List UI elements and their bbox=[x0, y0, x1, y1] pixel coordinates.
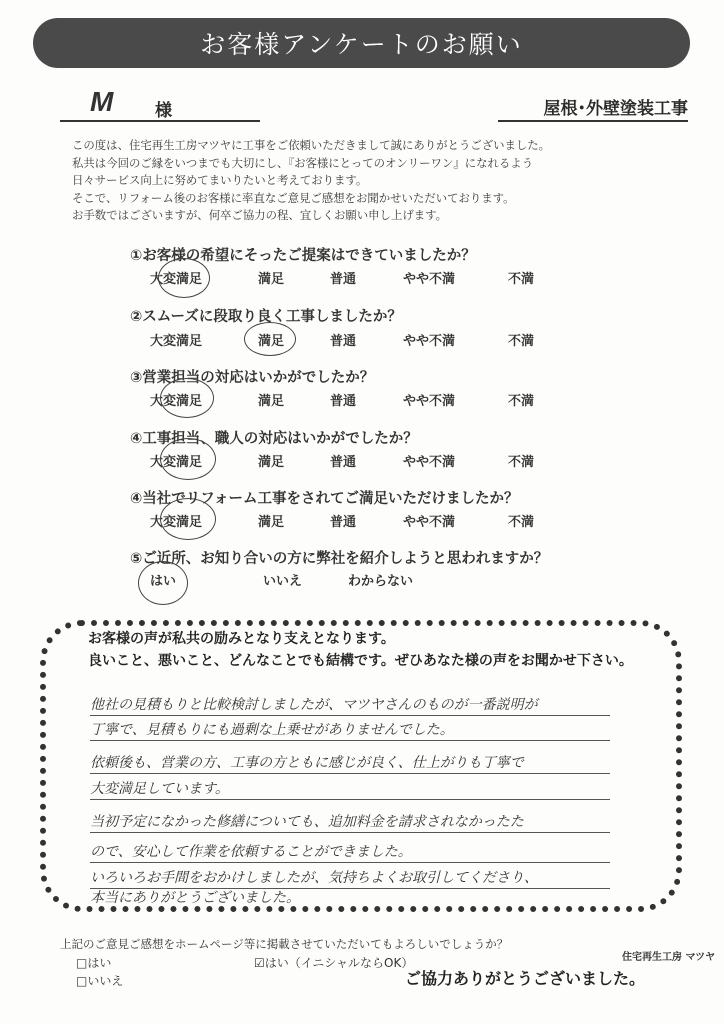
question-4: ④工事担当、職人の対応はいかがでしたか？ bbox=[130, 431, 418, 447]
q4-option-dissatisfied[interactable]: 不満 bbox=[508, 455, 535, 470]
q4-option-somewhat-dissatisfied[interactable]: やや不満 bbox=[403, 455, 456, 470]
q5-selection-circle bbox=[160, 498, 216, 540]
q2-option-somewhat-dissatisfied[interactable]: やや不満 bbox=[403, 334, 456, 349]
q1-option-somewhat-dissatisfied[interactable]: やや不満 bbox=[403, 272, 456, 287]
referral-option-yes[interactable]: はい bbox=[150, 574, 177, 589]
question-referral: ⑤ご近所、お知り合いの方に弊社を紹介しようと思われますか？ bbox=[130, 551, 549, 567]
question-1: ①お客様の希望にそったご提案はできていましたか？ bbox=[130, 248, 476, 264]
consent-yes-checkbox[interactable]: □はい bbox=[76, 956, 112, 970]
intro-line: この度は、住宅再生工房マツヤに工事をご依頼いただきまして誠にありがとうございました。 bbox=[72, 138, 551, 152]
q2-option-satisfied[interactable]: 満足 bbox=[258, 334, 285, 349]
intro-line: 私共は今回のご縁をいつまでも大切にし、『お客様にとってのオンリーワン』になれるよう bbox=[72, 155, 534, 170]
q2-option-dissatisfied[interactable]: 不満 bbox=[508, 334, 535, 349]
q2-selection-circle bbox=[244, 322, 296, 356]
q3-option-dissatisfied[interactable]: 不満 bbox=[508, 394, 535, 409]
question-5: ④当社でリフォーム工事をされてご満足いただけましたか？ bbox=[130, 491, 519, 507]
comment-line: いろいろお手間をおかけしましたが、気持ちよくお取引してくださり、 bbox=[90, 868, 610, 889]
q3-selection-circle bbox=[160, 378, 214, 418]
voice-heading-1: お客様の声が私共の励みとなり支えとなります。 bbox=[88, 631, 395, 647]
intro-text bbox=[72, 137, 672, 225]
company-logo: 住宅再生工房 マツヤ bbox=[622, 952, 716, 963]
honorific: 様 bbox=[155, 101, 172, 121]
referral-option-no[interactable]: いいえ bbox=[263, 574, 303, 589]
q5-option-neutral[interactable]: 普通 bbox=[330, 515, 357, 530]
customer-name-field bbox=[60, 88, 260, 122]
q3-option-satisfied[interactable]: 満足 bbox=[258, 394, 285, 409]
intro-line: お手数ではございますが、何卒ご協力の程、宜しくお願い申し上げます。 bbox=[72, 208, 447, 222]
referral-selection-circle bbox=[138, 561, 188, 605]
q2-option-neutral[interactable]: 普通 bbox=[330, 334, 357, 349]
q3-option-neutral[interactable]: 普通 bbox=[330, 394, 357, 409]
referral-option-unsure[interactable]: わからない bbox=[348, 574, 414, 589]
comment-line: 当初予定になかった修繕についても、追加料金を請求されなかったた bbox=[90, 812, 610, 833]
comment-line: ので、安心して作業を依頼することができました。 bbox=[90, 842, 610, 863]
q4-option-satisfied[interactable]: 満足 bbox=[258, 455, 285, 470]
comment-line: 大変満足しています。 bbox=[90, 779, 610, 800]
q2-option-very-satisfied[interactable]: 大変満足 bbox=[150, 334, 203, 349]
work-type: 屋根･外壁塗装工事 bbox=[498, 94, 688, 122]
comment-line: 他社の見積もりと比較検討しましたが、マツヤさんのものが一番説明が bbox=[90, 695, 610, 716]
q5-option-somewhat-dissatisfied[interactable]: やや不満 bbox=[403, 515, 456, 530]
consent-question: 上記のご意見ご感想をホームページ等に掲載させていただいてもよろしいでしょうか？ bbox=[60, 937, 509, 951]
q3-option-somewhat-dissatisfied[interactable]: やや不満 bbox=[403, 394, 456, 409]
q1-selection-circle bbox=[158, 258, 210, 298]
q1-option-neutral[interactable]: 普通 bbox=[330, 272, 357, 287]
q5-option-very-satisfied[interactable]: 大変満足 bbox=[150, 515, 203, 530]
voice-heading-2: 良いこと、悪いこと、どんなことでも結構です。ぜひあなた様の声をお聞かせ下さい。 bbox=[88, 653, 633, 669]
q5-option-satisfied[interactable]: 満足 bbox=[258, 515, 285, 530]
q1-option-very-satisfied[interactable]: 大変満足 bbox=[150, 272, 203, 287]
question-2: ②スムーズに段取り良く工事しましたか？ bbox=[130, 309, 402, 325]
comment-line: 依頼後も、営業の方、工事の方ともに感じが良く、仕上がりも丁寧で bbox=[90, 753, 610, 774]
consent-no-checkbox[interactable]: □いいえ bbox=[76, 974, 124, 988]
q4-option-very-satisfied[interactable]: 大変満足 bbox=[150, 455, 203, 470]
q3-option-very-satisfied[interactable]: 大変満足 bbox=[150, 394, 203, 409]
closing-message: ご協力ありがとうございました。 bbox=[405, 969, 646, 988]
q4-selection-circle bbox=[160, 438, 216, 480]
question-3: ③営業担当の対応はいかがでしたか？ bbox=[130, 370, 375, 386]
customer-initial: M bbox=[90, 86, 114, 117]
consent-initials-checkbox[interactable]: ☑はい（イニシャルならOK） bbox=[254, 956, 414, 970]
intro-line: そこで、リフォーム後のお客様に率直なご意見ご感想をお聞かせいただいております。 bbox=[72, 190, 515, 205]
page-title: お客様アンケートのお願い bbox=[33, 18, 690, 68]
comment-line: 本当にありがとうございました。 bbox=[90, 890, 300, 906]
comment-line: 丁寧で、見積もりにも過剰な上乗せがありませんでした。 bbox=[90, 720, 610, 741]
q1-option-dissatisfied[interactable]: 不満 bbox=[508, 272, 535, 287]
intro-line: 日々サービス向上に努めてまいりたいと考えております。 bbox=[72, 173, 368, 187]
q5-option-dissatisfied[interactable]: 不満 bbox=[508, 515, 535, 530]
q4-option-neutral[interactable]: 普通 bbox=[330, 455, 357, 470]
q1-option-satisfied[interactable]: 満足 bbox=[258, 272, 285, 287]
